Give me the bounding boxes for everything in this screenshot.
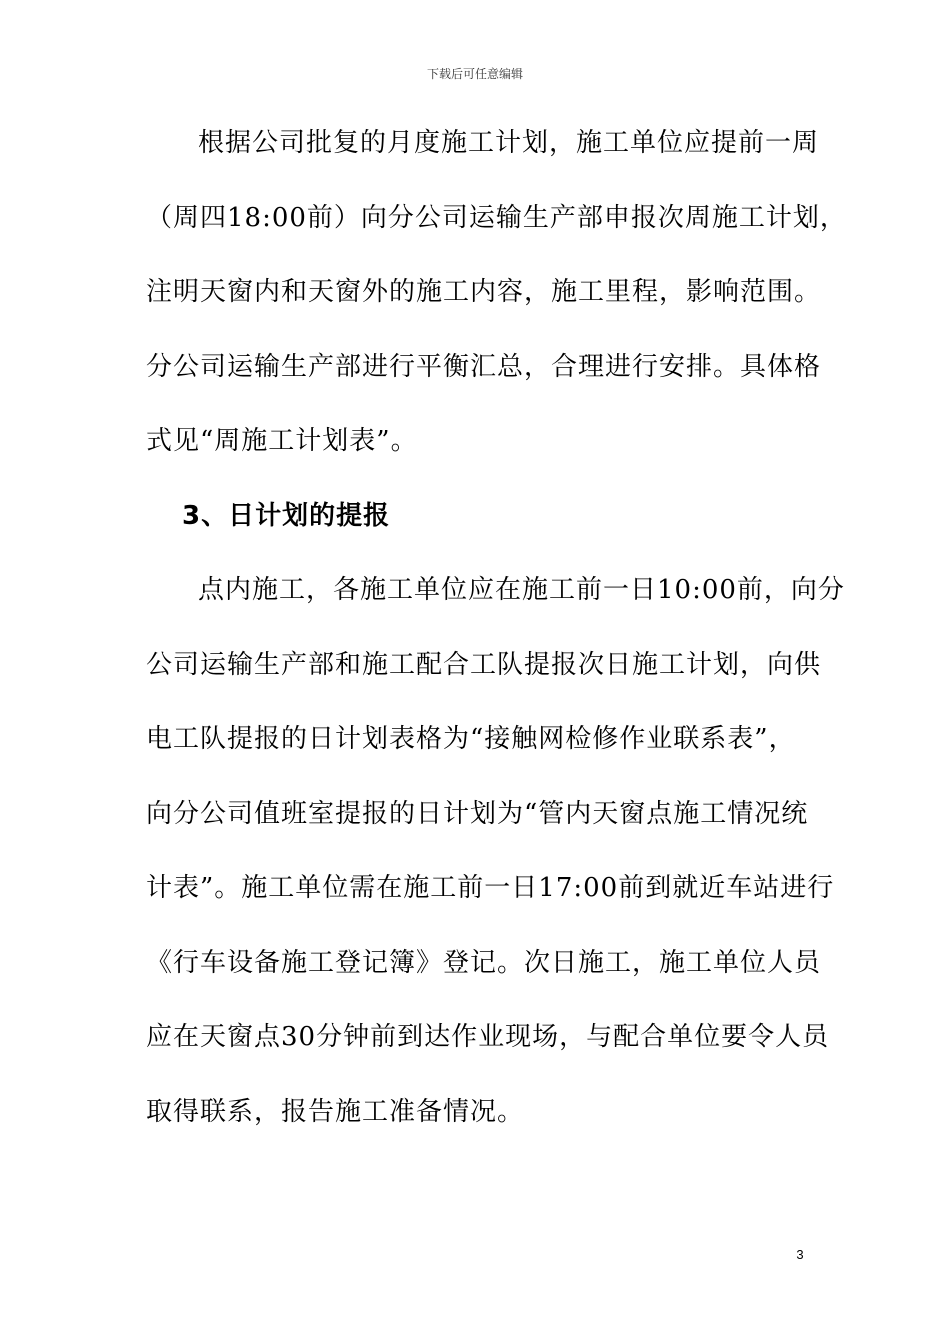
text-line: 计表”。施工单位需在施工前一日17:00前到就近车站进行 [146, 873, 835, 903]
page-header: 下载后可任意编辑 [426, 67, 523, 81]
text-line: 向分公司值班室提报的日计划为“管内天窗点施工情况统 [146, 798, 809, 829]
text-line: 《行车设备施工登记簿》登记。次日施工，施工单位人员 [146, 947, 822, 978]
text-line: 公司运输生产部和施工配合工队提报次日施工计划，向供 [146, 649, 822, 680]
text-line: 分公司运输生产部进行平衡汇总，合理进行安排。具体格 [146, 351, 822, 382]
text-line: 根据公司批复的月度施工计划，施工单位应提前一周 [198, 128, 820, 158]
text-line: 取得联系，报告施工准备情况。 [146, 1096, 525, 1127]
document-body [146, 128, 847, 1171]
text-line: （周四18:00前）向分公司运输生产部申报次周施工计划， [146, 202, 847, 233]
text-line: 式见“周施工计划表”。 [146, 426, 418, 456]
text-line: 电工队提报的日计划表格为“接触网检修作业联系表”， [146, 724, 796, 754]
section-heading: 3、日计划的提报 [182, 500, 391, 531]
text-line: 应在天窗点30分钟前到达作业现场，与配合单位要令人员 [146, 1022, 830, 1052]
page-number: 3 [796, 1247, 804, 1262]
text-line: 点内施工，各施工单位应在施工前一日10:00前，向分 [198, 575, 845, 605]
text-line: 注明天窗内和天窗外的施工内容，施工里程，影响范围。 [146, 277, 822, 307]
